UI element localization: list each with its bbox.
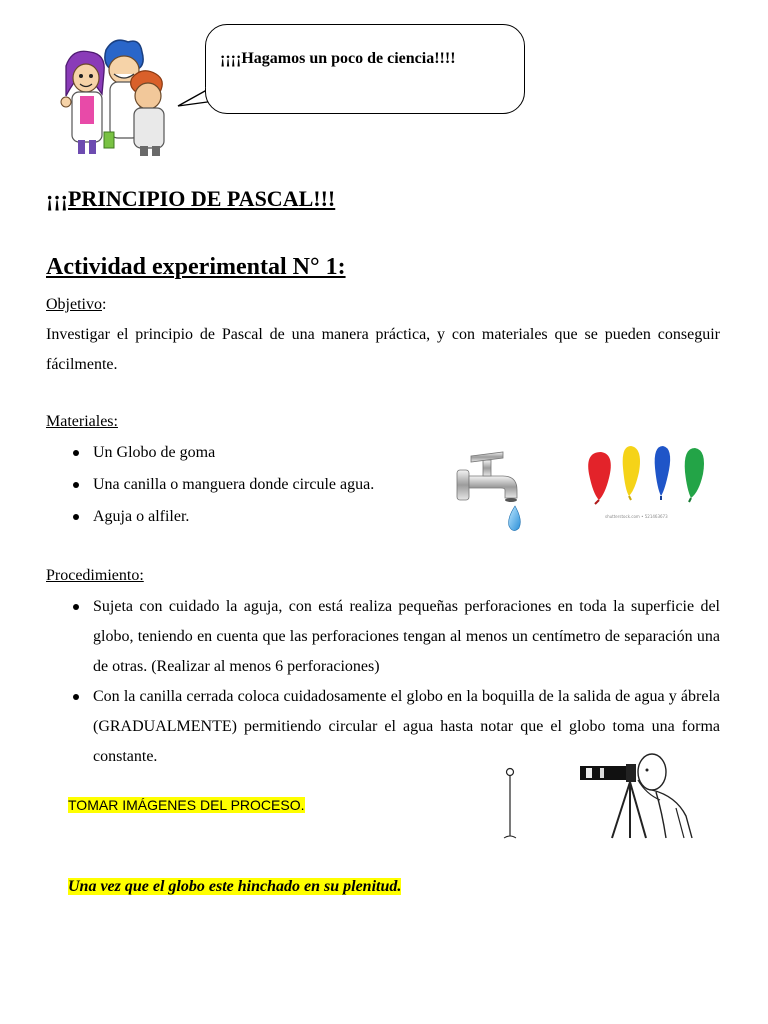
balloons-icon [585, 438, 719, 524]
stock-caption: shutterstock.com • 521463673 [605, 514, 668, 519]
procedure-heading: Procedimiento: [46, 567, 144, 584]
document-title: ¡¡¡PRINCIPIO DE PASCAL!!! [46, 186, 336, 211]
note-take-images [68, 797, 305, 813]
highlight-text: Una vez que el globo este hinchado en su plenitud. [68, 878, 402, 895]
objective-colon: : [102, 296, 107, 313]
faucet-icon [455, 446, 525, 536]
materials-list [46, 437, 374, 533]
list-item: Sujeta con cuidado la aguja, con está realiza pequeñas perforaciones en toda la superficie del globo, teniendo en cuenta que las perforaciones tengan al menos un centímetro de separación una de otras. (Realizar al menos 6 perforaciones) [46, 592, 720, 682]
activity-title: Actividad experimental N° 1: [46, 254, 346, 280]
list-item: Con la canilla cerrada coloca cuidadosamente el globo en la boquilla de la salida de agua y ábrela (GRADUALMENTE) permitiendo circular el agua hasta notar que el globo toma una forma constante. [46, 682, 720, 772]
list-item: Una canilla o manguera donde circule agua. [46, 469, 374, 501]
procedure-list [46, 592, 720, 772]
objective-heading [46, 296, 106, 314]
highlight-text: TOMAR IMÁGENES DEL PROCESO. [68, 797, 305, 813]
speech-bubble-tail-cover [0, 0, 768, 160]
objective-label: Objetivo [46, 296, 102, 313]
materials-heading: Materiales: [46, 413, 118, 430]
photographer-sketch-icon [500, 750, 710, 845]
list-item: Aguja o alfiler. [46, 501, 374, 533]
note-balloon-full [68, 878, 401, 896]
list-item: Un Globo de goma [46, 437, 374, 469]
speech-bubble-text: ¡¡¡¡Hagamos un poco de ciencia!!!! [220, 50, 456, 67]
objective-text: Investigar el principio de Pascal de una manera práctica, y con materiales que se pueden conseguir fácilmente. [46, 326, 720, 373]
